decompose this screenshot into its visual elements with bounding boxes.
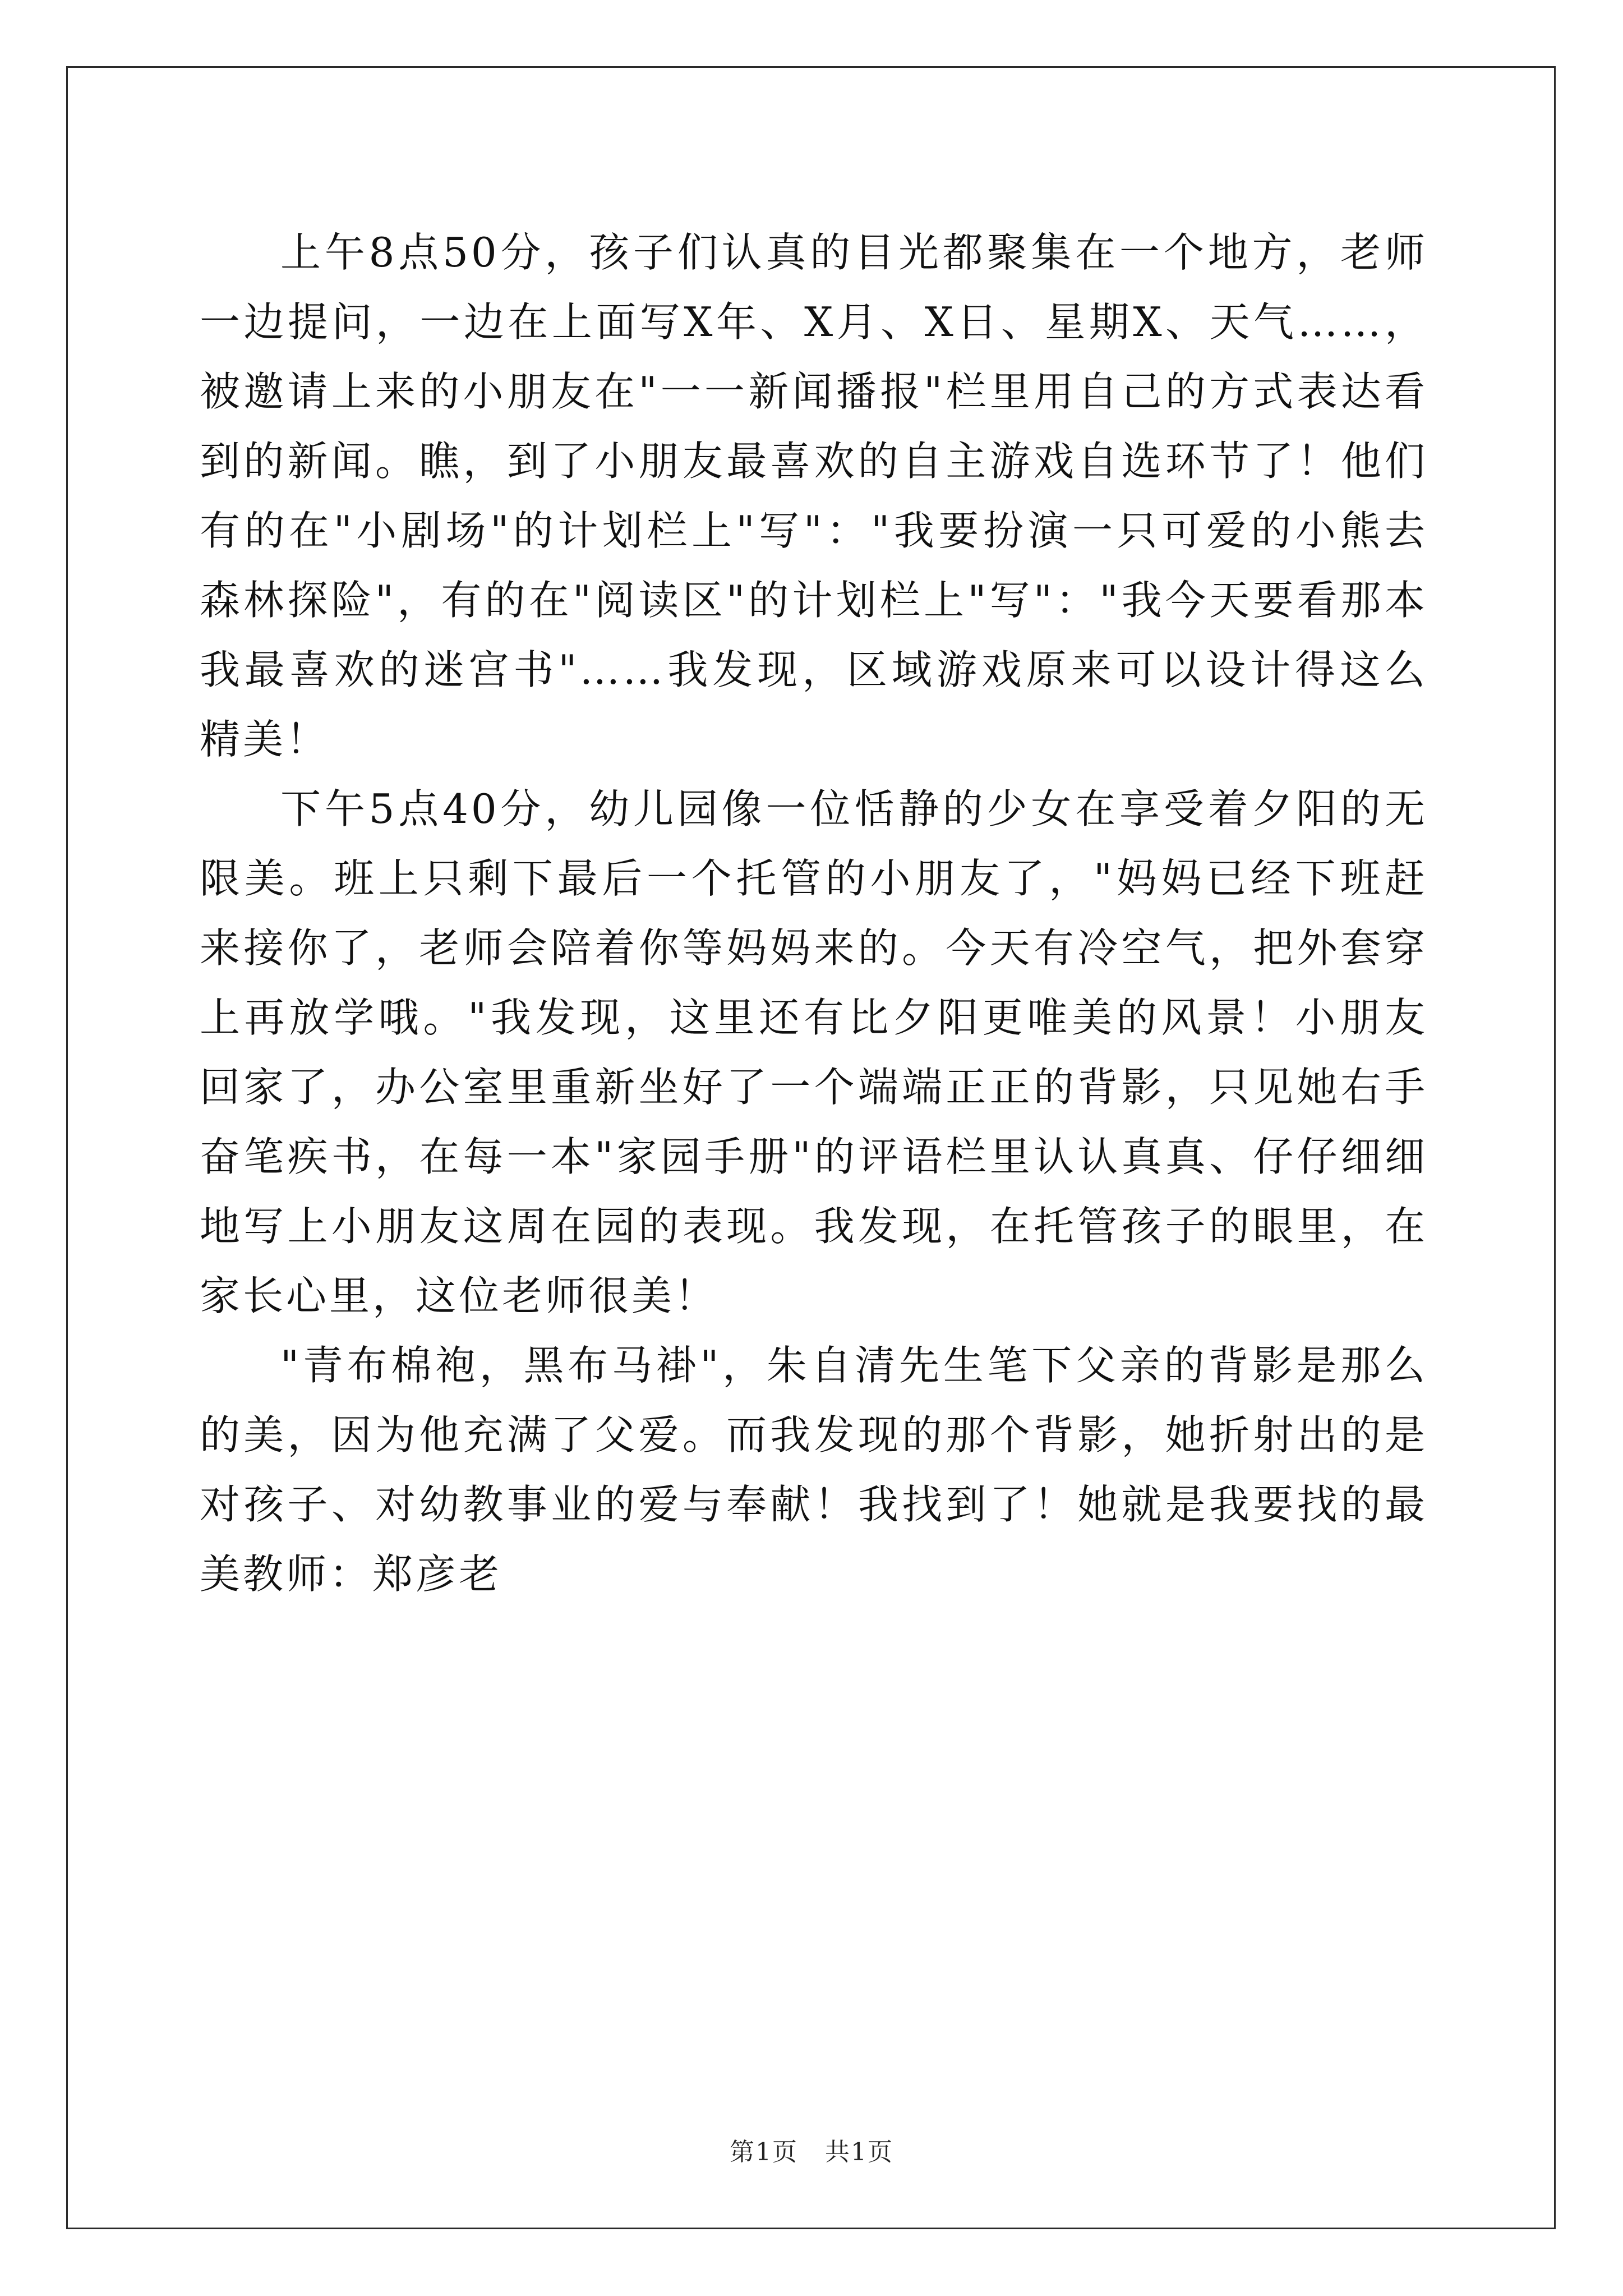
paragraph-conclusion: "青布棉袍，黑布马褂"，朱自清先生笔下父亲的背影是那么的美，因为他充满了父爱。而我发现的那个背影，她折射出的是对孩子、对幼教事业的爱与奉献！我找到了！她就是我要找的最美教师：郑彦老	[200, 1342, 1428, 1598]
paragraph-morning: 上午8点50分，孩子们认真的目光都聚集在一个地方，老师一边提问，一边在上面写X年、X月、X日、星期X、天气……，被邀请上来的小朋友在"一一新闻播报"栏里用自己的方式表达看到的新闻。瞧，到了小朋友最喜欢的自主游戏自选环节了！他们有的在"小剧场"的计划栏上"写"："我要扮演一只可爱的小熊去森林探险"，有的在"阅读区"的计划栏上"写"："我今天要看那本我最喜欢的迷宫书"……我发现，区域游戏原来可以设计得这么精美！	[200, 229, 1428, 763]
paragraph-evening: 下午5点40分，幼儿园像一位恬静的少女在享受着夕阳的无限美。班上只剩下最后一个托管的小朋友了，"妈妈已经下班赶来接你了，老师会陪着你等妈妈来的。今天有冷空气，把外套穿上再放学哦。"我发现，这里还有比夕阳更唯美的风景！小朋友回家了，办公室里重新坐好了一个端端正正的背影，只见她右手奋笔疾书，在每一本"家园手册"的评语栏里认认真真、仔仔细细地写上小朋友这周在园的表现。我发现，在托管孩子的眼里，在家长心里，这位老师很美！	[200, 785, 1428, 1319]
page-footer	[0, 2132, 1623, 2168]
document-body	[200, 218, 1428, 1609]
page-total: 共1页	[825, 2138, 893, 2166]
page-number: 第1页	[730, 2138, 798, 2166]
